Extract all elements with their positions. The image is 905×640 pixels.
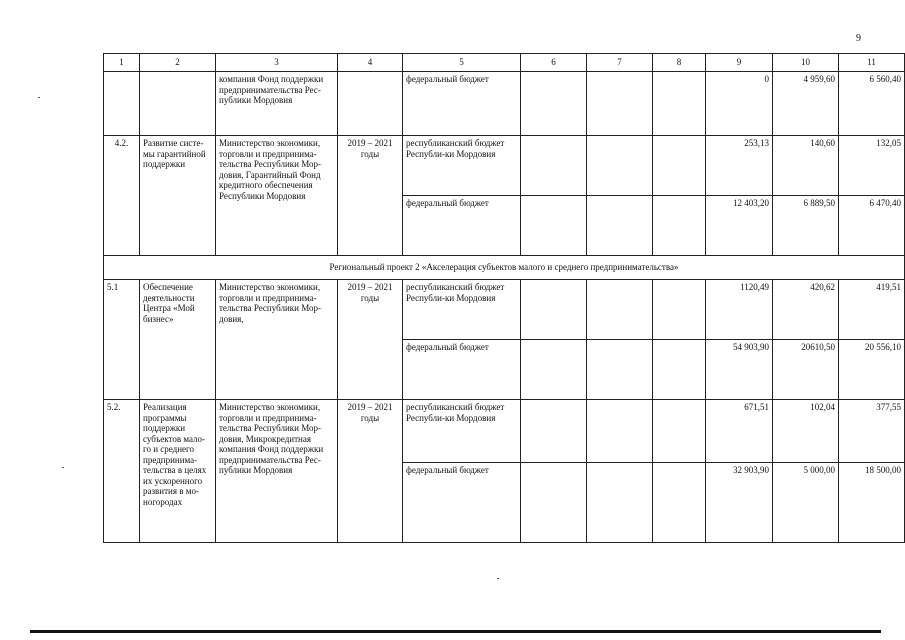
amount-cell: 377,55 [839, 400, 905, 463]
amount-cell: 12 403,20 [706, 196, 773, 256]
agency-cell: Министерство экономики, торговли и предпринима-тельства Республики Мор-довия, Микрокредитная компания Фонд поддержки предпринимательства Рес-публики Мордовия [216, 400, 338, 543]
funding-source-cell: федеральный бюджет [403, 72, 521, 136]
activity-name: Развитие систе-мы гарантийной поддержки [140, 136, 216, 256]
column-header: 8 [653, 54, 706, 72]
funding-source-cell: республиканский бюджет Республи-ки Мордовия [403, 400, 521, 463]
amount-cell: 20610,50 [773, 340, 839, 400]
amount-cell: 102,04 [773, 400, 839, 463]
amount-cell: 4 959,60 [773, 72, 839, 136]
amount-cell: 253,13 [706, 136, 773, 196]
agency-cell: Министерство экономики, торговли и предпринима-тельства Республики Мор-довия, Гарантийный Фонд кредитного обеспечения Республики Мордовия [216, 136, 338, 256]
amount-cell: 420,62 [773, 280, 839, 340]
section-row [104, 256, 905, 280]
section-title: Региональный проект 2 «Акселерация субъектов малого и среднего предпринимательства» [104, 256, 905, 280]
continuation-row [104, 72, 905, 136]
amount-cell: 6 560,40 [839, 72, 905, 136]
amount-cell: 6 889,50 [773, 196, 839, 256]
scan-speck [38, 97, 40, 98]
funding-source-cell: республиканский бюджет Республи-ки Мордовия [403, 136, 521, 196]
funding-source-cell: федеральный бюджет [403, 463, 521, 543]
agency-cell: Министерство экономики, торговли и предпринима-тельства Республики Мор-довия, [216, 280, 338, 400]
item-number: 4.2. [104, 136, 140, 256]
period-cell: 2019 – 2021 годы [338, 280, 403, 400]
amount-cell: 18 500,00 [839, 463, 905, 543]
column-header: 2 [140, 54, 216, 72]
scan-speck [62, 467, 64, 468]
column-header-row [104, 54, 905, 72]
funding-source-cell: федеральный бюджет [403, 196, 521, 256]
item-number: 5.2. [104, 400, 140, 543]
column-header: 11 [839, 54, 905, 72]
table-row [104, 136, 905, 196]
column-header: 9 [706, 54, 773, 72]
amount-cell: 1120,49 [706, 280, 773, 340]
column-header: 6 [521, 54, 587, 72]
column-header: 1 [104, 54, 140, 72]
amount-cell: 132,05 [839, 136, 905, 196]
amount-cell: 5 000,00 [773, 463, 839, 543]
amount-cell: 20 556,10 [839, 340, 905, 400]
period-cell: 2019 – 2021 годы [338, 136, 403, 256]
amount-cell: 671,51 [706, 400, 773, 463]
table-row [104, 400, 905, 463]
amount-cell: 0 [706, 72, 773, 136]
page-number: 9 [856, 33, 861, 44]
item-number: 5.1 [104, 280, 140, 400]
funding-source-cell: республиканский бюджет Республи-ки Мордовия [403, 280, 521, 340]
column-header: 7 [587, 54, 653, 72]
column-header: 3 [216, 54, 338, 72]
column-header: 4 [338, 54, 403, 72]
budget-table [103, 53, 905, 543]
column-header: 10 [773, 54, 839, 72]
amount-cell: 54 903,90 [706, 340, 773, 400]
amount-cell: 419,51 [839, 280, 905, 340]
column-header: 5 [403, 54, 521, 72]
bottom-scan-edge [30, 630, 881, 633]
agency-cell: компания Фонд поддержки предпринимательства Рес-публики Мордовия [216, 72, 338, 136]
amount-cell: 6 470,40 [839, 196, 905, 256]
scan-speck [497, 578, 499, 579]
period-cell: 2019 – 2021 годы [338, 400, 403, 543]
funding-source-cell: федеральный бюджет [403, 340, 521, 400]
activity-name: Обеспечение деятельности Центра «Мой бизнес» [140, 280, 216, 400]
amount-cell: 32 903,90 [706, 463, 773, 543]
activity-name: Реализация программы поддержки субъектов мало-го и среднего предпринима-тельства в целях их ускоренного развития в мо-ногородах [140, 400, 216, 543]
amount-cell: 140,60 [773, 136, 839, 196]
table-row [104, 280, 905, 340]
